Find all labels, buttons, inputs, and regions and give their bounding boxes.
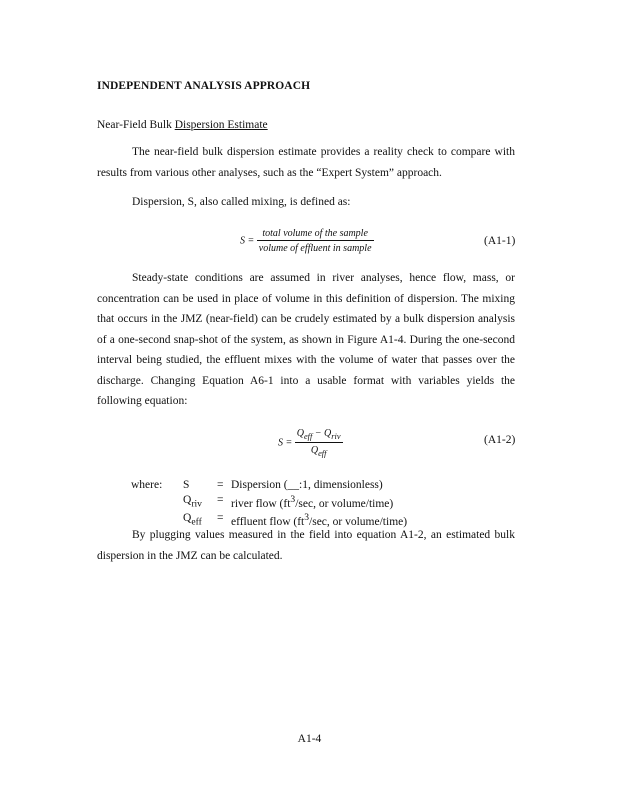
equation-dispersion-definition <box>240 228 374 254</box>
variable-symbol <box>183 478 217 493</box>
desc-post: /sec, or volume/time) <box>309 516 408 529</box>
equation-1-numerator: total volume of the sample <box>257 228 374 241</box>
where-label: where: <box>131 479 163 491</box>
equation-1-lhs: S = <box>240 235 255 247</box>
desc-pre: river flow (ft <box>231 497 291 510</box>
equation-bulk-dispersion <box>278 428 343 458</box>
variable-description <box>231 493 407 512</box>
paragraph-conclusion: By plugging values measured in the field into equation A1-2, an estimated bulk dispersion in the JMZ can be calculated. <box>97 529 515 562</box>
variable-description: Dispersion (__:1, dimensionless) <box>231 479 383 491</box>
paragraph-intro: The near-field bulk dispersion estimate provides a reality check to compare with results from various other analyses, such as the “Expert System” approach. <box>97 146 515 179</box>
variable-symbol <box>183 493 217 512</box>
equation-2-den-sub: eff <box>318 449 327 458</box>
equals-sign: = <box>217 493 224 506</box>
equation-2-label: (A1-2) <box>484 434 516 446</box>
variable-row <box>131 493 407 512</box>
equation-1-fraction <box>257 228 374 254</box>
equation-2-num-sub2: riv <box>331 432 341 441</box>
equation-2-lhs: S = <box>278 437 293 449</box>
variable-subscript: riv <box>191 497 202 509</box>
equation-2-fraction <box>295 428 343 458</box>
equation-1-label: (A1-1) <box>484 235 516 247</box>
equation-2-numerator <box>295 428 343 443</box>
equation-2-den-q: Q <box>310 445 319 456</box>
equation-2-num-sub: eff <box>303 432 313 441</box>
variable-definitions <box>131 478 407 530</box>
variable-row <box>131 478 407 493</box>
subsection-heading-prefix: Near-Field Bulk <box>97 119 175 131</box>
subsection-heading <box>97 119 268 131</box>
desc-sup: 3 <box>304 512 310 524</box>
equation-2-num-q: Q <box>296 428 304 439</box>
page-number: A1-4 <box>297 733 322 745</box>
equation-2-num-op: − Q <box>312 428 332 439</box>
variable-symbol-s: S <box>183 479 190 491</box>
equation-2-denominator <box>295 443 343 458</box>
paragraph-steady-state: Steady-state conditions are assumed in river analyses, hence flow, mass, or concentration can be used in place of volume in this definition of dispersion. The mixing that occurs in the JMZ (near-field) can be crudely estimated by a bulk dispersion analysis of a one-second snap-shot of the system, as shown in Figure A1-4. During the one-second interval being studied, the effluent mixes with the volume of water that passes over the discharge. Changing Equation A6-1 into a usable format with variables yields the following equation: <box>97 272 515 407</box>
variable-subscript: eff <box>191 516 202 528</box>
section-heading: INDEPENDENT ANALYSIS APPROACH <box>97 80 311 92</box>
desc-pre: effluent flow (ft <box>231 516 305 529</box>
paragraph-definition: Dispersion, S, also called mixing, is defined as: <box>132 196 351 208</box>
equals-sign: = <box>217 479 224 491</box>
subsection-heading-underlined: Dispersion Estimate <box>174 119 268 131</box>
desc-sup: 3 <box>290 493 296 505</box>
variable-table <box>131 478 407 530</box>
variable-symbol-q: Q <box>183 493 192 506</box>
variable-symbol-q: Q <box>183 512 192 525</box>
equals-sign: = <box>217 512 224 525</box>
equation-1-denominator: volume of effluent in sample <box>258 243 372 254</box>
desc-post: /sec, or volume/time) <box>295 497 394 510</box>
